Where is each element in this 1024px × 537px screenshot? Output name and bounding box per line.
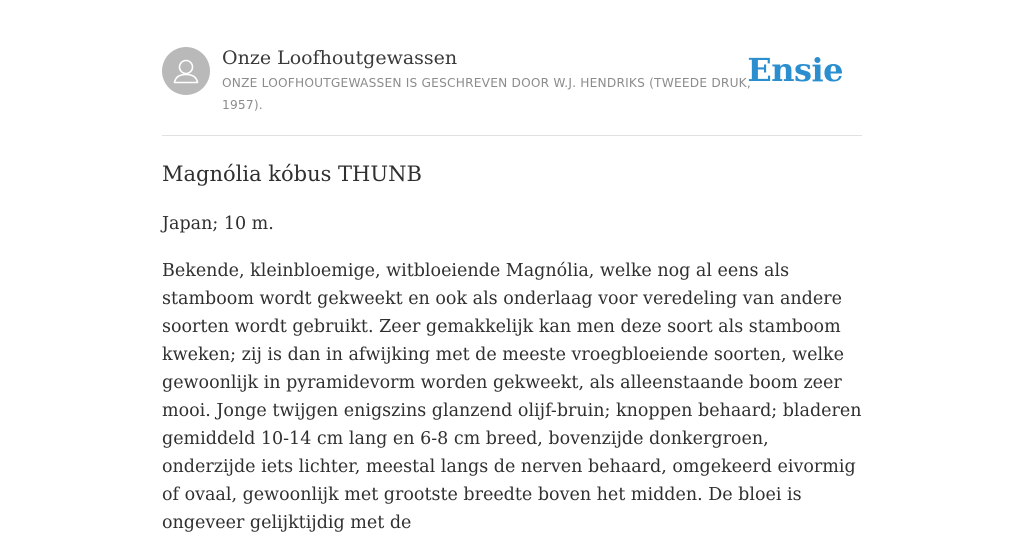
brand-logo[interactable]: Ensie xyxy=(747,51,843,89)
origin-text: Japan; 10 m. xyxy=(162,214,274,234)
body-text: Bekende, kleinbloemige, witbloeiende Magnólia, welke nog al eens als stamboom wordt gekweekt en ook als onderlaag voor veredeling van andere soorten wordt gebruikt. Zeer gemakkelijk kan men deze soort als stamboom kweken; zij is dan in afwijking met de meeste vroegbloeiende soorten, welke gewoonlijk in pyramidevorm worden gekweekt, als alleenstaande boom zeer mooi. Jonge twijgen enigszins glanzend olijf-bruin; knoppen behaard; bladeren gemiddeld 10-14 cm lang en 6-8 cm breed, bovenzijde donkergroen, onderzijde iets lichter, meestal langs de nerven behaard, omgekeerd eivormig of ovaal, gewoonlijk met grootste breedte boven het midden. De bloei is ongeveer gelijktijdig met de xyxy=(162,261,862,533)
source-header xyxy=(162,46,862,136)
divider xyxy=(162,135,862,136)
article xyxy=(162,158,862,537)
entry-title: Magnólia kóbus THUNB xyxy=(162,162,422,186)
user-icon xyxy=(162,47,210,95)
source-description: ONZE LOOFHOUTGEWASSEN IS GESCHREVEN DOOR W.J. HENDRIKS (TWEEDE DRUK, 1957). xyxy=(222,76,751,112)
source-title[interactable]: Onze Loofhoutgewassen xyxy=(222,47,458,69)
avatar xyxy=(162,47,210,95)
